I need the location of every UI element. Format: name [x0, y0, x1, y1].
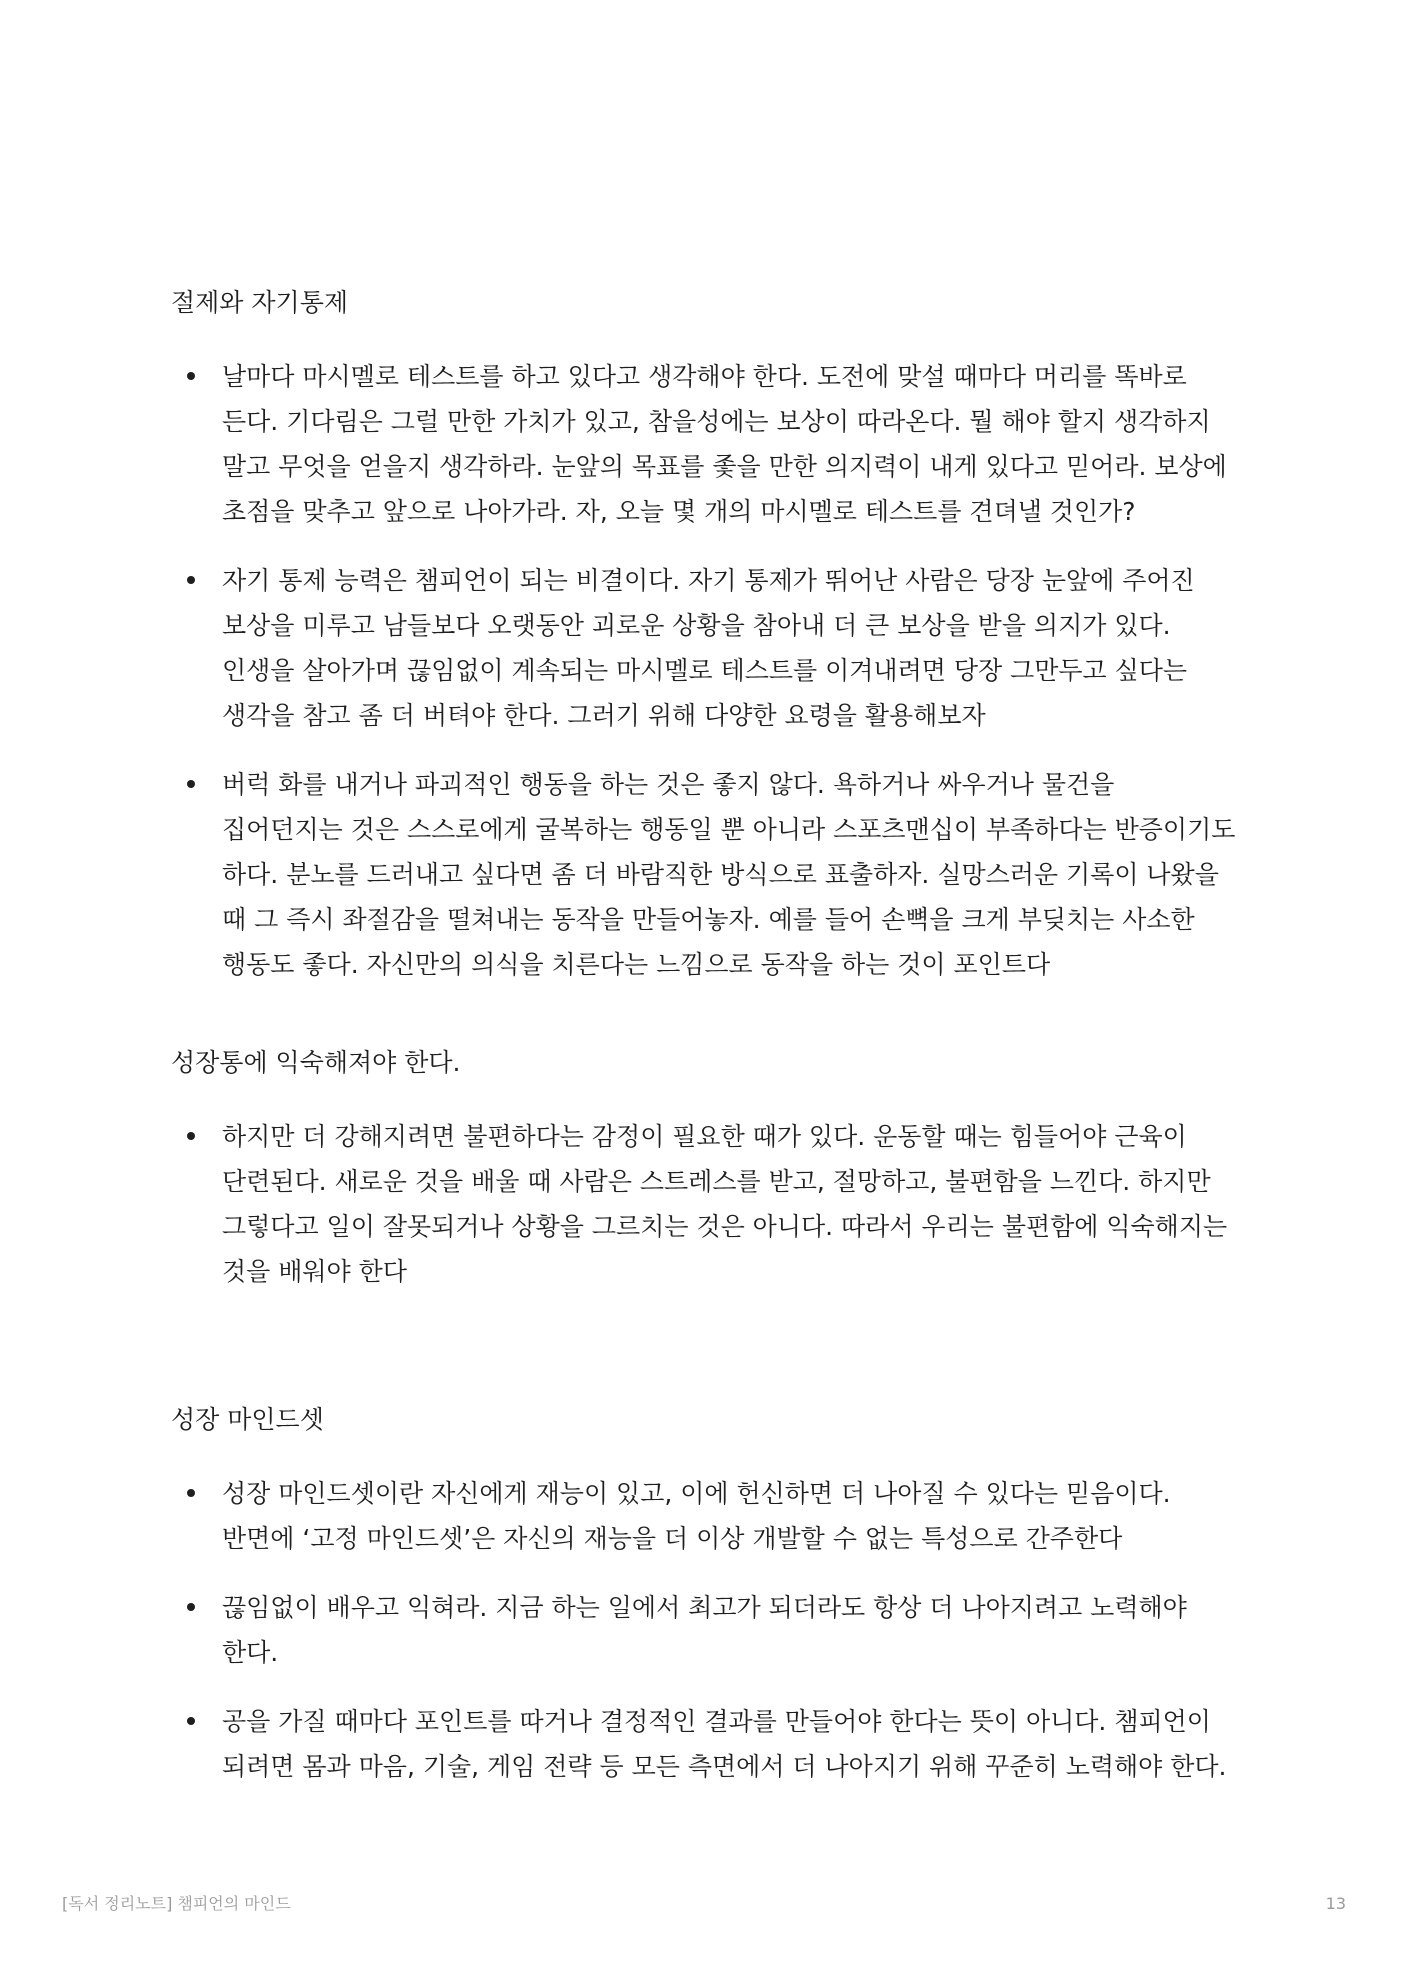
bullet-dot-icon	[187, 576, 195, 584]
bullet-list	[171, 354, 1241, 987]
list-item-text: 버럭 화를 내거나 파괴적인 행동을 하는 것은 좋지 않다. 욕하거나 싸우거나 물건을 집어던지는 것은 스스로에게 굴복하는 행동일 뿐 아니라 스포츠맨십이 부족하다는 반증이기도 하다. 분노를 드러내고 싶다면 좀 더 바람직한 방식으로 표출하자. 실망스러운 기록이 나왔을 때 그 즉시 좌절감을 떨쳐내는 동작을 만들어놓자. 예를 들어 손뼉을 크게 부딪치는 사소한 행동도 좋다. 자신만의 의식을 치른다는 느낌으로 동작을 하는 것이 포인트다	[222, 770, 1236, 979]
section-title: 성장통에 익숙해져야 한다.	[171, 1048, 461, 1077]
list-item	[171, 1471, 1241, 1561]
page-number: 13	[1325, 1894, 1346, 1913]
list-item-text: 하지만 더 강해지려면 불편하다는 감정이 필요한 때가 있다. 운동할 때는 힘들어야 근육이 단련된다. 새로운 것을 배울 때 사람은 스트레스를 받고, 절망하고, 불편함을 느낀다. 하지만 그렇다고 일이 잘못되거나 상황을 그르치는 것은 아니다. 따라서 우리는 불편함에 익숙해지는 것을 배워야 한다	[222, 1122, 1228, 1286]
footer-document-title: [독서 정리노트] 챔피언의 마인드	[62, 1894, 291, 1913]
section-title: 성장 마인드셋	[171, 1405, 324, 1434]
bullet-dot-icon	[187, 372, 195, 380]
list-item-text: 공을 가질 때마다 포인트를 따거나 결정적인 결과를 만들어야 한다는 뜻이 아니다. 챔피언이 되려면 몸과 마음, 기술, 게임 전략 등 모든 측면에서 더 나아지기 위해 꾸준히 노력해야 한다.	[222, 1707, 1227, 1781]
bullet-list	[171, 1114, 1241, 1294]
section-growing-pains	[171, 1046, 1241, 1294]
list-item-text: 날마다 마시멜로 테스트를 하고 있다고 생각해야 한다. 도전에 맞설 때마다 머리를 똑바로 든다. 기다림은 그럴 만한 가치가 있고, 참을성에는 보상이 따라온다. 뭘 해야 할지 생각하지 말고 무엇을 얻을지 생각하라. 눈앞의 목표를 좇을 만한 의지력이 내게 있다고 믿어라. 보상에 초점을 맞추고 앞으로 나아가라. 자, 오늘 몇 개의 마시멜로 테스트를 견뎌낼 것인가?	[222, 362, 1227, 526]
section-growth-mindset	[171, 1403, 1241, 1789]
list-item-text: 자기 통제 능력은 챔피언이 되는 비결이다. 자기 통제가 뛰어난 사람은 당장 눈앞에 주어진 보상을 미루고 남들보다 오랫동안 괴로운 상황을 참아내 더 큰 보상을 받을 의지가 있다. 인생을 살아가며 끊임없이 계속되는 마시멜로 테스트를 이겨내려면 당장 그만두고 싶다는 생각을 참고 좀 더 버텨야 한다. 그러기 위해 다양한 요령을 활용해보자	[222, 566, 1195, 730]
bullet-dot-icon	[187, 780, 195, 788]
list-item-text: 끊임없이 배우고 익혀라. 지금 하는 일에서 최고가 되더라도 항상 더 나아지려고 노력해야 한다.	[222, 1593, 1187, 1667]
section-self-control	[171, 286, 1241, 987]
bullet-dot-icon	[187, 1132, 195, 1140]
list-item	[171, 558, 1241, 738]
list-item	[171, 1114, 1241, 1294]
list-item	[171, 1585, 1241, 1675]
bullet-dot-icon	[187, 1603, 195, 1611]
list-item	[171, 354, 1241, 534]
section-title: 절제와 자기통제	[171, 288, 348, 317]
bullet-dot-icon	[187, 1489, 195, 1497]
list-item	[171, 762, 1241, 987]
bullet-dot-icon	[187, 1717, 195, 1725]
list-item	[171, 1699, 1241, 1789]
bullet-list	[171, 1471, 1241, 1789]
list-item-text: 성장 마인드셋이란 자신에게 재능이 있고, 이에 헌신하면 더 나아질 수 있다는 믿음이다. 반면에 ‘고정 마인드셋’은 자신의 재능을 더 이상 개발할 수 없는 특성으로 간주한다	[222, 1479, 1171, 1553]
